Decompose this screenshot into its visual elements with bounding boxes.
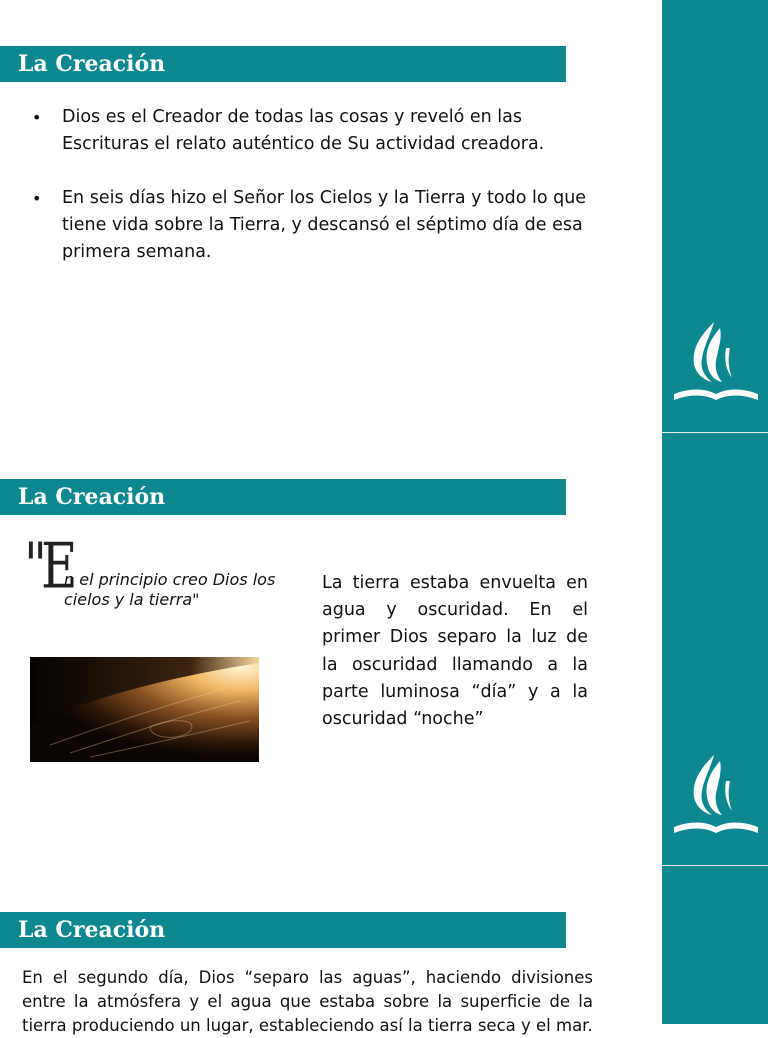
sidebar-band [662, 433, 768, 866]
earth-horizon-image [30, 657, 259, 762]
quote-text: n el principio creo Dios los cielos y la tierra" [64, 570, 276, 609]
slide-paragraph: En el segundo día, Dios “separo las aguas”, haciendo divisiones entre la atmósfera y el agua que estaba sobre la superficie de la tierra produciendo un lugar, estableciendo así la tierra seca y el mar. [22, 968, 593, 1035]
quote-initial: "E [24, 530, 72, 603]
slide-title: La Creación [0, 46, 566, 82]
sidebar-band [662, 866, 768, 1024]
slide-title: La Creación [0, 479, 566, 515]
slide-title: La Creación [0, 912, 566, 948]
bullet-item [30, 104, 600, 158]
bullet-list [30, 104, 600, 293]
bible-quote [24, 530, 284, 609]
slide-paragraph: La tierra estaba envuelta en agua y oscuridad. En el primer Dios separo la luz de la oscuridad llamando a la parte luminosa “día” y a la oscuridad “noche” [322, 573, 588, 730]
bullet-text: En seis días hizo el Señor los Cielos y la Tierra y todo lo que tiene vida sobre la Tierra, y descansó el séptimo día de esa primera semana. [62, 188, 587, 262]
sidebar-band [662, 0, 768, 433]
bullet-text: Dios es el Creador de todas las cosas y reveló en las Escrituras el relato auténtico de Su actividad creadora. [62, 107, 545, 154]
slide-1 [0, 0, 768, 433]
adventist-logo-icon [670, 751, 762, 839]
bullet-dot-icon: • [32, 108, 42, 127]
adventist-logo-icon [670, 318, 762, 406]
bullet-dot-icon: • [32, 189, 42, 208]
bullet-item [30, 185, 600, 266]
